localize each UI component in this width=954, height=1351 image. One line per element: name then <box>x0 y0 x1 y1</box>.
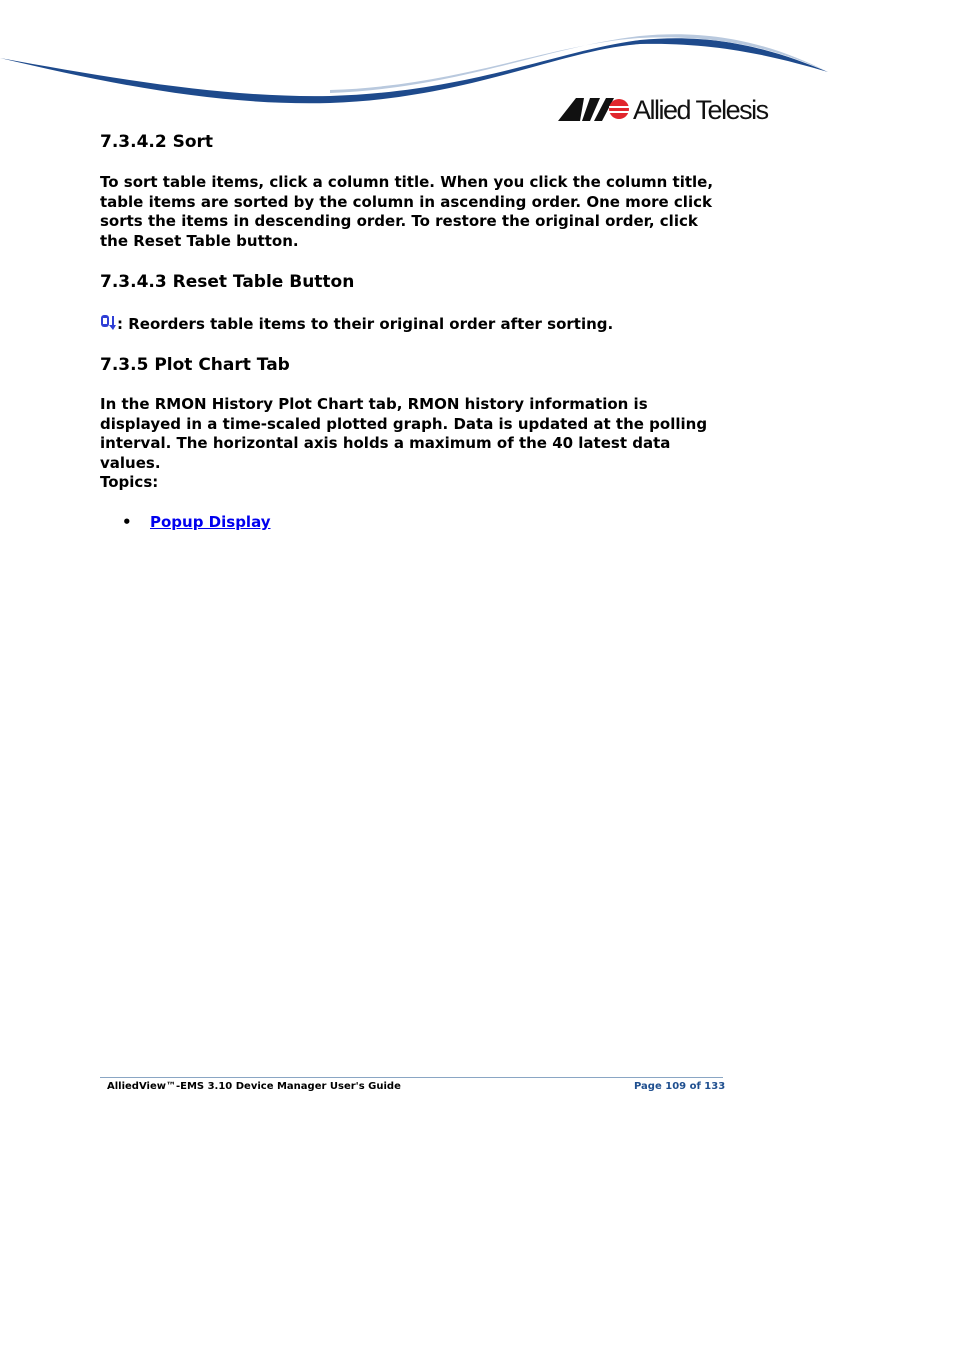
topics-label: Topics: <box>100 473 159 491</box>
topics-list <box>122 512 271 532</box>
heading-reset-table-button: 7.3.4.3 Reset Table Button <box>100 272 355 292</box>
logo-wordmark: Allied Telesis <box>633 95 768 125</box>
heading-sort: 7.3.4.2 Sort <box>100 132 214 152</box>
footer-page-number: Page 109 of 133 <box>634 1081 726 1092</box>
paragraph-reset-table <box>100 314 730 337</box>
popup-display-link[interactable]: Popup Display <box>150 513 271 531</box>
paragraph-plot-chart: In the RMON History Plot Chart tab, RMON history information is displayed in a time-scaled plotted graph. Data is updated at the polling interval. The horizontal axis holds a maximum of the 40 latest data values. <box>100 395 708 472</box>
allied-telesis-logo <box>556 93 786 127</box>
header-swoosh <box>0 0 954 130</box>
heading-plot-chart-tab: 7.3.5 Plot Chart Tab <box>100 355 290 375</box>
reset-table-description: : Reorders table items to their original order after sorting. <box>117 315 614 333</box>
list-item: • Popup Display <box>122 513 271 531</box>
reset-table-icon <box>100 314 116 337</box>
footer-doc-title: AlliedView™-EMS 3.10 Device Manager User's Guide <box>107 1081 401 1092</box>
footer-divider <box>100 1077 723 1078</box>
paragraph-sort: To sort table items, click a column title. When you click the column title, table items are sorted by the column in ascending order. One more click sorts the items in descending order. To restore the original order, click the Reset Table button. <box>100 173 714 250</box>
